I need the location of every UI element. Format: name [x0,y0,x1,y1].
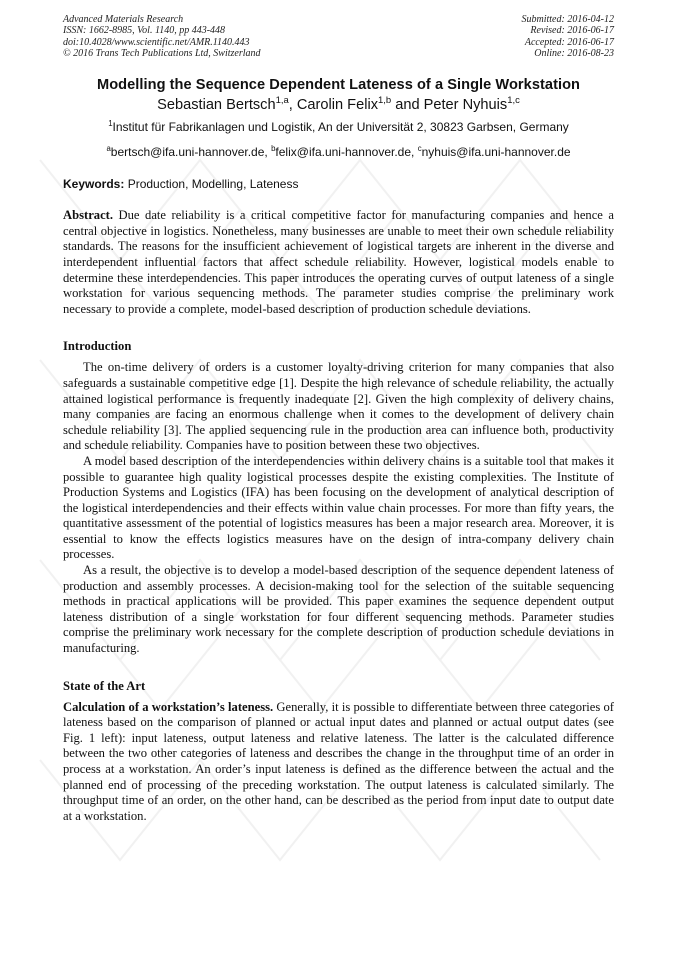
email-sup: c [417,144,422,154]
abstract [63,208,614,317]
header-right [522,14,615,59]
affiliation-sup: 1 [108,119,113,129]
intro-paragraph: A model based description of the interdependencies within delivery chains is a suitable tool that makes it possible to guarantee high quality logistical processes despite the existing complexities. The Institute of Production Systems and Logistics (IFA) has been focusing on the development of analytical description of the logistical interdependencies and their effects within value chain processes. For more than fifty years, the quantitative assessment of the potential of logistics measures has been a major research area. Moreover, it is essential to know the effects logistics measures have on the design of intra-company delivery chain processes. [63,453,614,562]
email-sup: a [106,144,111,154]
author-separator: and [391,97,424,114]
affiliation [63,120,614,134]
author-name: Carolin Felix [296,97,378,114]
author-separator: , [288,97,297,114]
affiliation-text: Institut für Fabrikanlagen und Logistik, An der Universität 2, 30823 Garbsen, Germany [112,120,569,135]
paper-page [63,14,614,824]
author-sup: 1,a [275,95,289,107]
author-name: Peter Nyhuis [423,97,508,114]
section-heading-state-of-the-art: State of the Art [63,678,146,693]
online-date: Online: 2016-08-23 [534,47,614,59]
state-of-art-paragraph [63,700,614,825]
email-list [63,145,614,159]
email-link[interactable]: nyhuis@ifa.uni-hannover.de [421,145,571,160]
header-left [63,14,261,59]
email-sup: b [271,144,276,154]
author-sup: 1,c [507,95,520,107]
keywords [63,177,614,191]
intro-paragraph: As a result, the objective is to develop a model-based description of the sequence dependent lateness of production and assembly processes. A decision-making tool for the selection of the suitable sequencing methods in practical applications will be provided. This paper examines the sequence dependent output lateness distribution of a single workstation for four different sequencing methods. Parameter studies comprise the preliminary work necessary for the complete description of production schedule deviations in manufacturing. [63,563,614,656]
author-name: Sebastian Bertsch [157,97,276,114]
abstract-text: Due date reliability is a critical competitive factor for manufacturing companies and hence a central objective in logistics. Nonetheless, many businesses are unable to meet their own schedule reliability standards. The reasons for the insufficient achievement of logistical targets are inherent in the diverse and interdependent influential factors that affect schedule reliability. However, logistical models enable to determine these interdependencies. This paper introduces the operating curves of output lateness of a single workstation for various sequencing methods. The parameter studies comprise the preliminary work necessary to provide a complete, model-based description of production schedule deviations. [63,208,614,316]
journal-header [63,14,614,59]
paper-title: Modelling the Sequence Dependent Lateness of a Single Workstation [96,77,581,94]
issn-line: ISSN: 1662-8985, Vol. 1140, pp 443-448 [63,25,226,37]
email-link[interactable]: bertsch@ifa.uni-hannover.de, [110,145,272,160]
author-list [63,97,614,113]
intro-paragraph: The on-time delivery of orders is a customer loyalty-driving criterion for many companies that also safeguards a sustainable competitive edge [1]. Despite the high relevance of schedule reliability, the actually attained logistical performance is frequently inadequate [2]. Given the high complexity of delivery chains, many companies are facing an enormous challenge when it comes to the development of delivery chain schedule reliability [3]. The applied sequencing rule in the production area can influence both, productivity and schedule reliability. Companies have to position between these two objectives. [63,360,614,453]
abstract-label: Abstract. [63,208,114,223]
revised-date: Revised: 2016-06-17 [530,25,614,37]
doi-line: doi:10.4028/www.scientific.net/AMR.1140.443 [63,36,250,48]
keywords-label: Keywords: [63,177,125,192]
subsection-lead: Calculation of a workstation’s lateness. [63,699,274,714]
author-sup: 1,b [378,95,392,107]
keywords-text: Production, Modelling, Lateness [124,177,299,192]
state-of-art-text: Generally, it is possible to differentiate between three categories of lateness based on the comparison of planned or actual input dates and planned or actual output dates (see Fig. 1 left): input lateness, output lateness and relative lateness. The latter is the calculated difference between the two other categories of lateness and describes the change in the throughput time of an order in process at a workstation. An order’s input lateness is defined as the difference between the actual and the planned end of processing of the preceding workstation. The output lateness is calculated similarly. The throughput time of an order, on the other hand, can be described as the period from input date to output date at a workstation. [63,699,614,823]
email-link[interactable]: felix@ifa.uni-hannover.de, [275,145,418,160]
section-heading-introduction: Introduction [63,339,132,354]
submitted-date: Submitted: 2016-04-12 [521,14,614,25]
copyright-line: © 2016 Trans Tech Publications Ltd, Switzerland [63,47,261,59]
journal-name: Advanced Materials Research [63,14,184,25]
accepted-date: Accepted: 2016-06-17 [524,36,614,48]
